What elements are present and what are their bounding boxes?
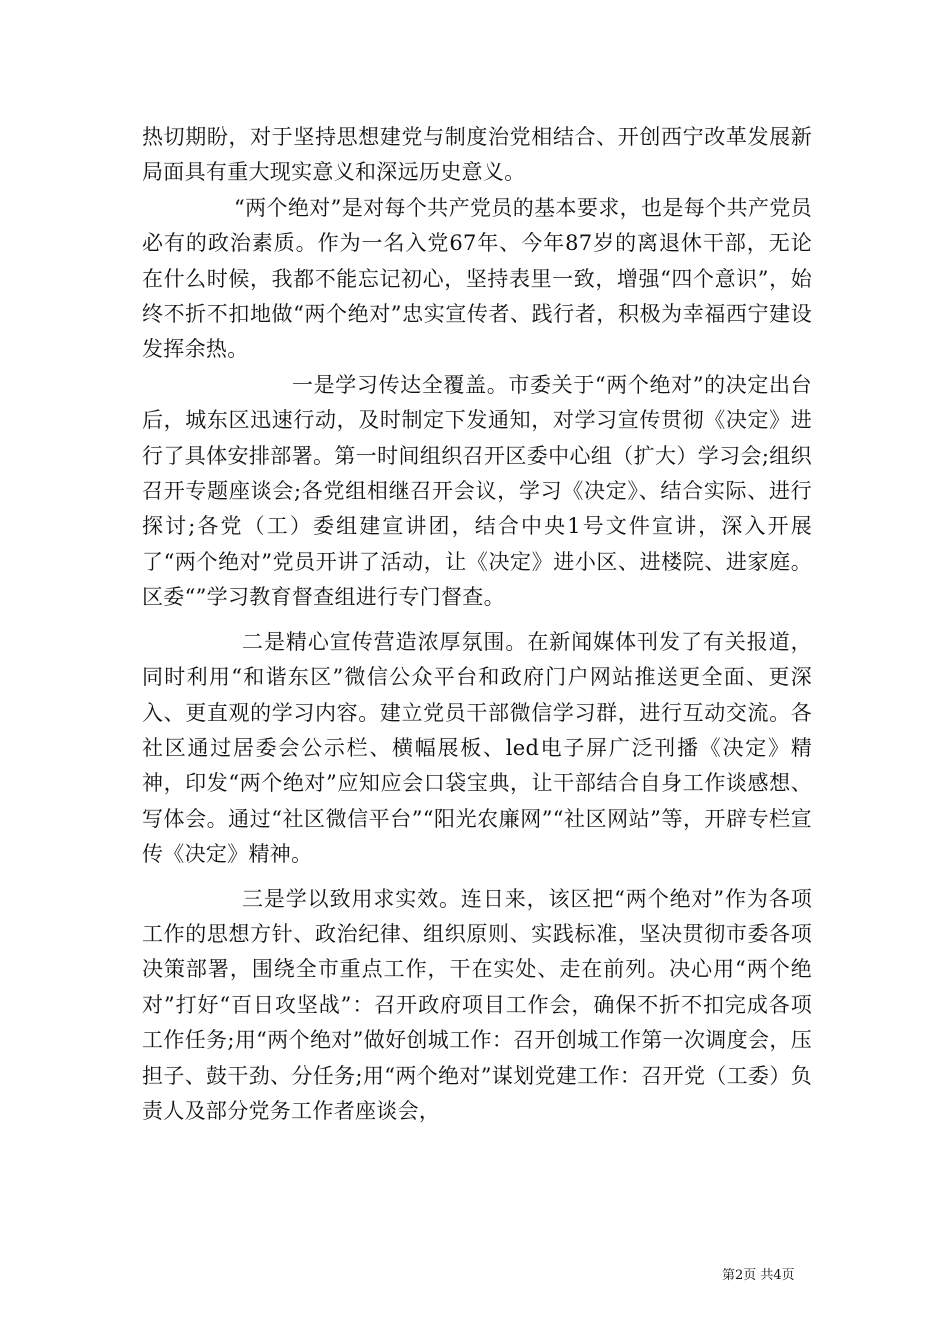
page-number-footer: 第2页 共4页 — [722, 1268, 795, 1283]
document-body — [142, 120, 812, 1129]
paragraph-4: 二是精心宣传营造浓厚氛围。在新闻媒体刊发了有关报道，同时利用“和谐东区”微信公众平台和政府门户网站推送更全面、更深入、更直观的学习内容。建立党员干部微信学习群，进行互动交流。各社区通过居委会公示栏、横幅展板、led电子屏广泛刊播《决定》精神，印发“两个绝对”应知应会口袋宝典，让干部结合自身工作谈感想、写体会。通过“社区微信平台”“阳光农廉网”“社区网站”等，开辟专栏宣传《决定》精神。 — [142, 629, 812, 867]
paragraph-3: 一是学习传达全覆盖。市委关于“两个绝对”的决定出台后，城东区迅速行动，及时制定下发通知，对学习宣传贯彻《决定》进行了具体安排部署。第一时间组织召开区委中心组（扩大）学习会;组织召开专题座谈会;各党组相继召开会议，学习《决定》、结合实际、进行探讨;各党（工）委组建宣讲团，结合中央1号文件宣讲，深入开展了“两个绝对”党员开讲了活动，让《决定》进小区、进楼院、进家庭。区委“”学习教育督查组进行专门督查。 — [142, 372, 812, 610]
paragraph-5: 三是学以致用求实效。连日来，该区把“两个绝对”作为各项工作的思想方针、政治纪律、组织原则、实践标准，坚决贯彻市委各项决策部署，围绕全市重点工作，干在实处、走在前列。决心用“两个绝对”打好“百日攻坚战”：召开政府项目工作会，确保不折不扣完成各项工作任务;用“两个绝对”做好创城工作：召开创城工作第一次调度会，压担子、鼓干劲、分任务;用“两个绝对”谋划党建工作：召开党（工委）负责人及部分党务工作者座谈会， — [142, 886, 812, 1123]
paragraph-1: 热切期盼，对于坚持思想建党与制度治党相结合、开创西宁改革发展新局面具有重大现实意义和深远历史意义。 — [142, 125, 812, 185]
paragraph-2: “两个绝对”是对每个共产党员的基本要求，也是每个共产党员必有的政治素质。作为一名入党67年、今年87岁的离退休干部，无论在什么时候，我都不能忘记初心，坚持表里一致，增强“四个意识”，始终不折不扣地做“两个绝对”忠实宣传者、践行者，积极为幸福西宁建设发挥余热。 — [142, 195, 812, 362]
